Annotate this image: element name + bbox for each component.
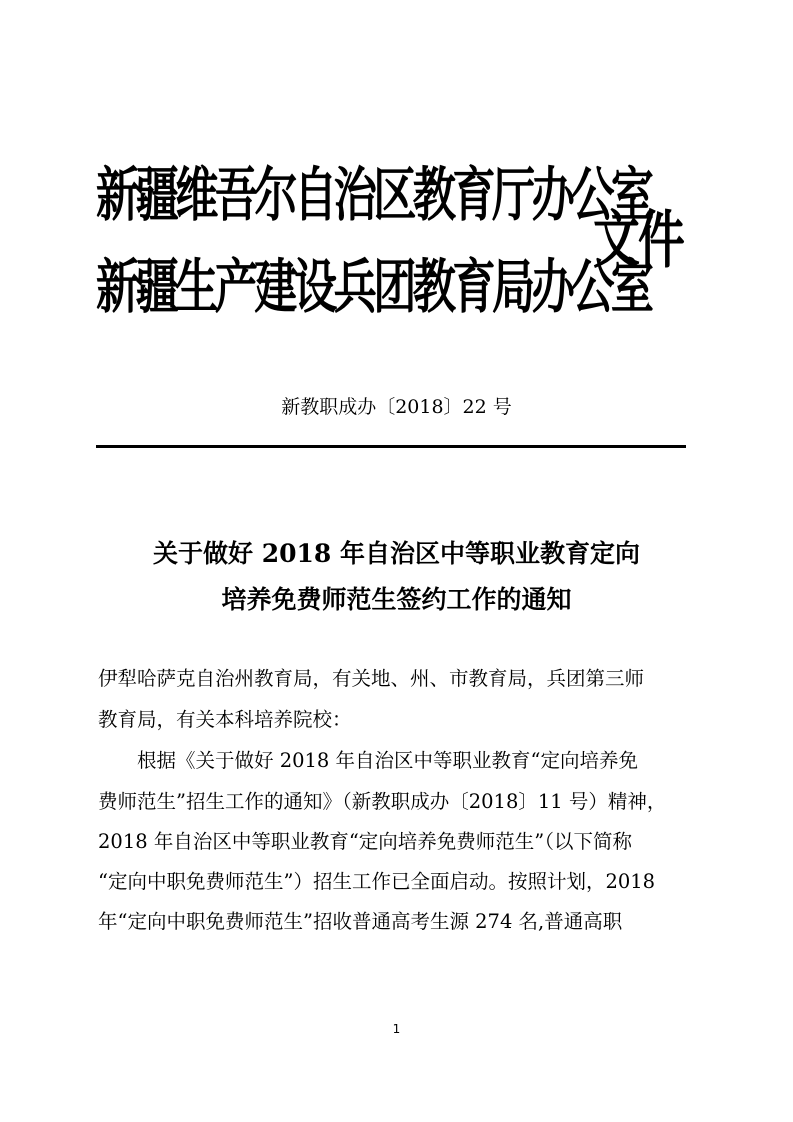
page-number: 1 (392, 1022, 401, 1036)
document-header (96, 155, 696, 335)
document-number: 新教职成办〔2018〕22 号 (281, 396, 512, 418)
body-text-line: 2018 年自治区中等职业教育“定向培养免费师范生”（以下简称 (98, 830, 633, 853)
body-text-line: 年“定向中职免费师范生”招收普通高考生源 274 名,普通高职 (98, 910, 623, 933)
body-text-line: 费师范生”招生工作的通知》（新教职成办〔2018〕11 号）精神， (98, 790, 667, 813)
body-text-line: 伊犁哈萨克自治州教育局，有关地、州、市教育局，兵团第三师 (98, 667, 645, 690)
issuer-name-line-2: 新疆生产建设兵团教育局办公室 (96, 253, 651, 322)
body-text-line: 教育局，有关本科培养院校： (98, 708, 352, 731)
issuer-name-line-1: 新疆维吾尔自治区教育厅办公室 (96, 161, 651, 230)
document-type-label: 文件 (593, 203, 684, 277)
body-text-line: 根据《关于做好 2018 年自治区中等职业教育“定向培养免 (98, 749, 638, 772)
document-title-line-1: 关于做好 2018 年自治区中等职业教育定向 (153, 539, 640, 568)
header-divider (96, 445, 686, 448)
body-text-line: “定向中职免费师范生”）招生工作已全面启动。按照计划，2018 (98, 870, 656, 893)
document-title-line-2: 培养免费师范生签约工作的通知 (221, 585, 572, 614)
